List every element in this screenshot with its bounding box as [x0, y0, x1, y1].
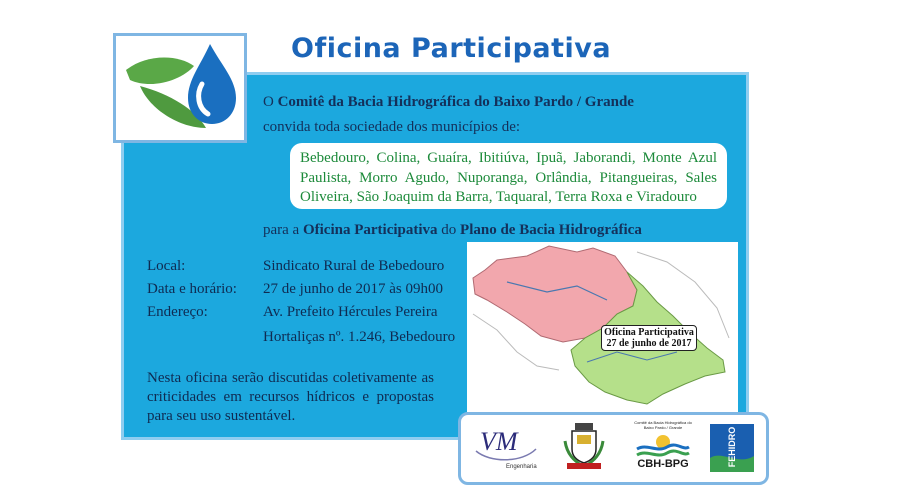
event-name: Oficina Participativa: [302, 222, 438, 238]
callout-date: 27 de junho de 2017: [606, 338, 692, 349]
cbh-waves-icon: [635, 433, 691, 457]
vm-sub: Engenharia: [506, 464, 537, 470]
vm-engenharia-logo: [470, 423, 542, 475]
vm-name: VM: [480, 427, 518, 456]
address-label: Endereço:: [147, 304, 208, 320]
committee-logo: [113, 33, 247, 143]
map-callout: [601, 325, 697, 351]
committee-name: Comitê da Bacia Hidrográfica do Baixo Pardo / Grande: [277, 94, 634, 110]
datetime-value: 27 de junho de 2017 às 09h00: [263, 281, 443, 297]
fehidro-logo: [708, 422, 756, 474]
intro-prefix: O: [263, 94, 278, 110]
local-value: Sindicato Rural de Bebedouro: [263, 258, 445, 274]
local-label: Local:: [147, 258, 186, 274]
water-drop-leaf-icon: [116, 36, 244, 140]
invitation-prefix: para a: [263, 222, 303, 238]
invitation-line: [263, 222, 642, 239]
intro-line-2: convida toda sociedade dos municípios de:: [263, 119, 521, 135]
cbh-label: CBH-BPG: [637, 458, 689, 470]
invitation-middle: do: [437, 222, 461, 238]
municipalities-list: Bebedouro, Colina, Guaíra, Ibitiúva, Ipuã, Jaborandi, Monte Azul Paulista, Morro Agudo, Nuporanga, Orlândia, Pitangueiras, Sales Oliveira, São Joaquim da Barra, Taquaral, Terra Roxa e Viradouro: [290, 143, 727, 209]
cbh-small-text: Comitê da Bacia Hidrográfica do Baixo Pardo / Grande: [634, 420, 692, 430]
description-paragraph: Nesta oficina serão discutidas coletivamente as criticidades em recursos hídricos e propostas para seu uso sustentável.: [147, 370, 434, 424]
datetime-label: Data e horário:: [147, 281, 237, 297]
address-line-1: Av. Prefeito Hércules Pereira: [263, 304, 438, 320]
page-title: Oficina Participativa: [291, 33, 612, 64]
callout-title: Oficina Participativa: [604, 327, 694, 338]
intro-line-1: [263, 94, 634, 111]
address-line-2: Hortaliças nº. 1.246, Bebedouro: [263, 329, 456, 345]
cbh-bpg-logo: [633, 420, 693, 476]
plan-name: Plano de Bacia Hidrográfica: [460, 222, 642, 238]
crest-icon: [563, 421, 605, 471]
fehidro-label: FEHIDRO: [727, 426, 737, 468]
municipal-crest-logo: [563, 421, 605, 471]
